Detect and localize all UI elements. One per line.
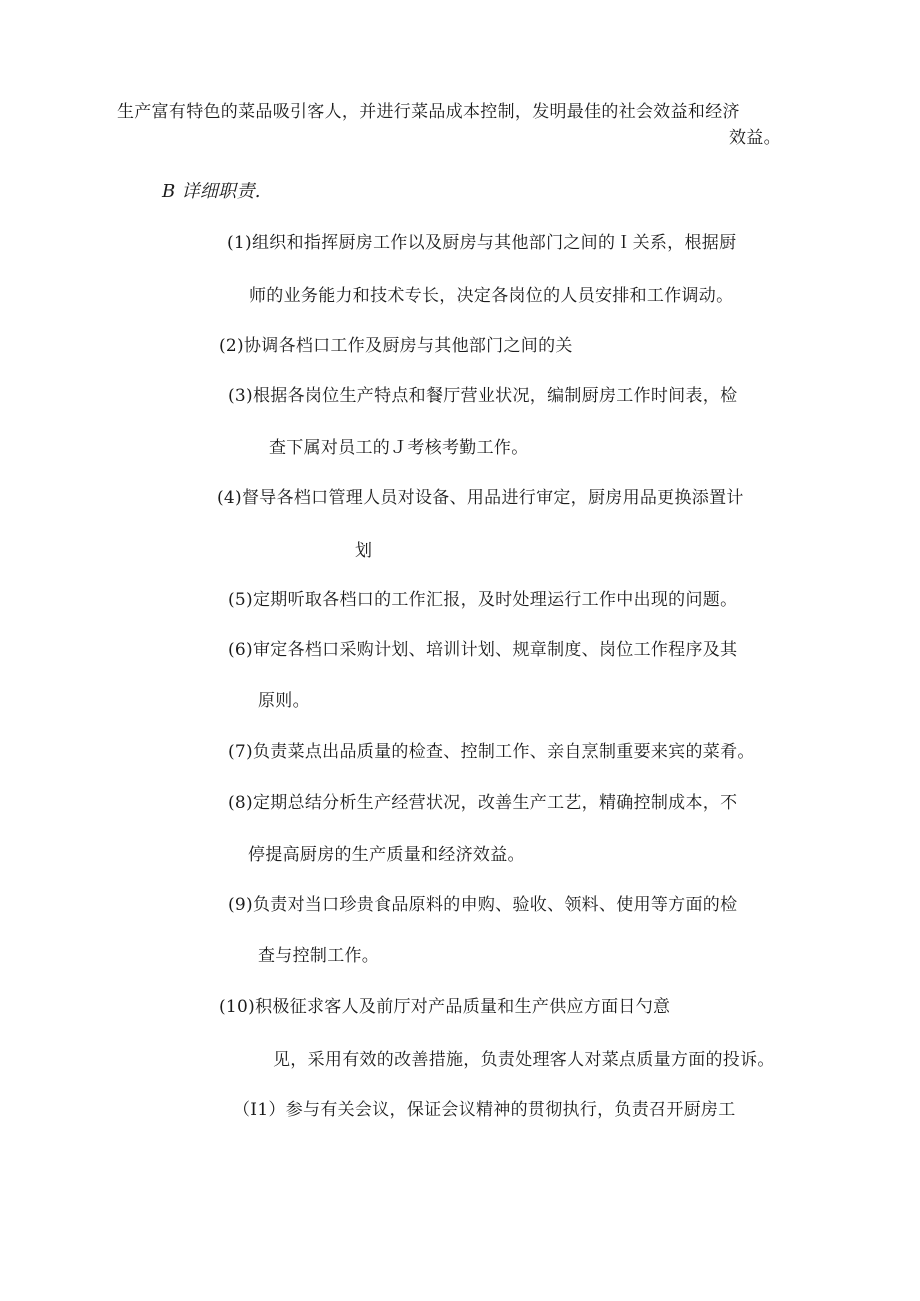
intro-line-2: 效益。	[729, 128, 781, 148]
intro-line-1: 生产富有特色的菜品吸引客人，并进行菜品成本控制，发明最佳的社会效益和经济	[117, 102, 740, 122]
item-11-line-1: （I1）参与有关会议，保证会议精神的贯彻执行，负责召开厨房工	[233, 1100, 736, 1120]
item-9-line-2: 查与控制工作。	[258, 946, 380, 966]
item-4-line-1: (4)督导各档口管理人员对设备、用品进行审定，厨房用品更换添置计	[217, 488, 744, 508]
item-5-line-1: (5)定期听取各档口的工作汇报，及时处理运行工作中出现的问题。	[228, 590, 738, 610]
item-8-line-1: (8)定期总结分析生产经营状况，改善生产工艺，精确控制成本，不	[228, 793, 738, 813]
item-1-line-1: (1)组织和指挥厨房工作以及厨房与其他部门之间的Ｉ关系，根据厨	[227, 233, 737, 253]
section-heading: B 详细职责.	[162, 181, 261, 202]
item-2-line-1: (2)协调各档口工作及厨房与其他部门之间的关	[219, 336, 573, 356]
item-6-line-2: 原则。	[258, 691, 310, 711]
item-9-line-1: (9)负责对当口珍贵食品原料的申购、验收、领料、使用等方面的检	[228, 895, 738, 915]
item-8-line-2: 停提高厨房的生产质量和经济效益。	[248, 845, 525, 865]
item-10-line-2: 见，采用有效的改善措施，负责处理客人对菜点质量方面的投诉。	[273, 1050, 775, 1070]
item-4-line-2: 划	[355, 541, 373, 561]
item-10-line-1: (10)积极征求客人及前厅对产品质量和生产供应方面日勺意	[219, 997, 671, 1017]
item-7-line-1: (7)负责菜点出品质量的检查、控制工作、亲自烹制重要来宾的菜肴。	[228, 742, 755, 762]
item-1-line-2: 师的业务能力和技术专长，决定各岗位的人员安排和工作调动。	[249, 286, 734, 306]
item-6-line-1: (6)审定各档口采购计划、培训计划、规章制度、岗位工作程序及其	[228, 640, 738, 660]
item-3-line-1: (3)根据各岗位生产特点和餐厅营业状况，编制厨房工作时间表，检	[228, 386, 738, 406]
item-3-line-2: 查下属对员工的Ｊ考核考勤工作。	[269, 438, 529, 458]
